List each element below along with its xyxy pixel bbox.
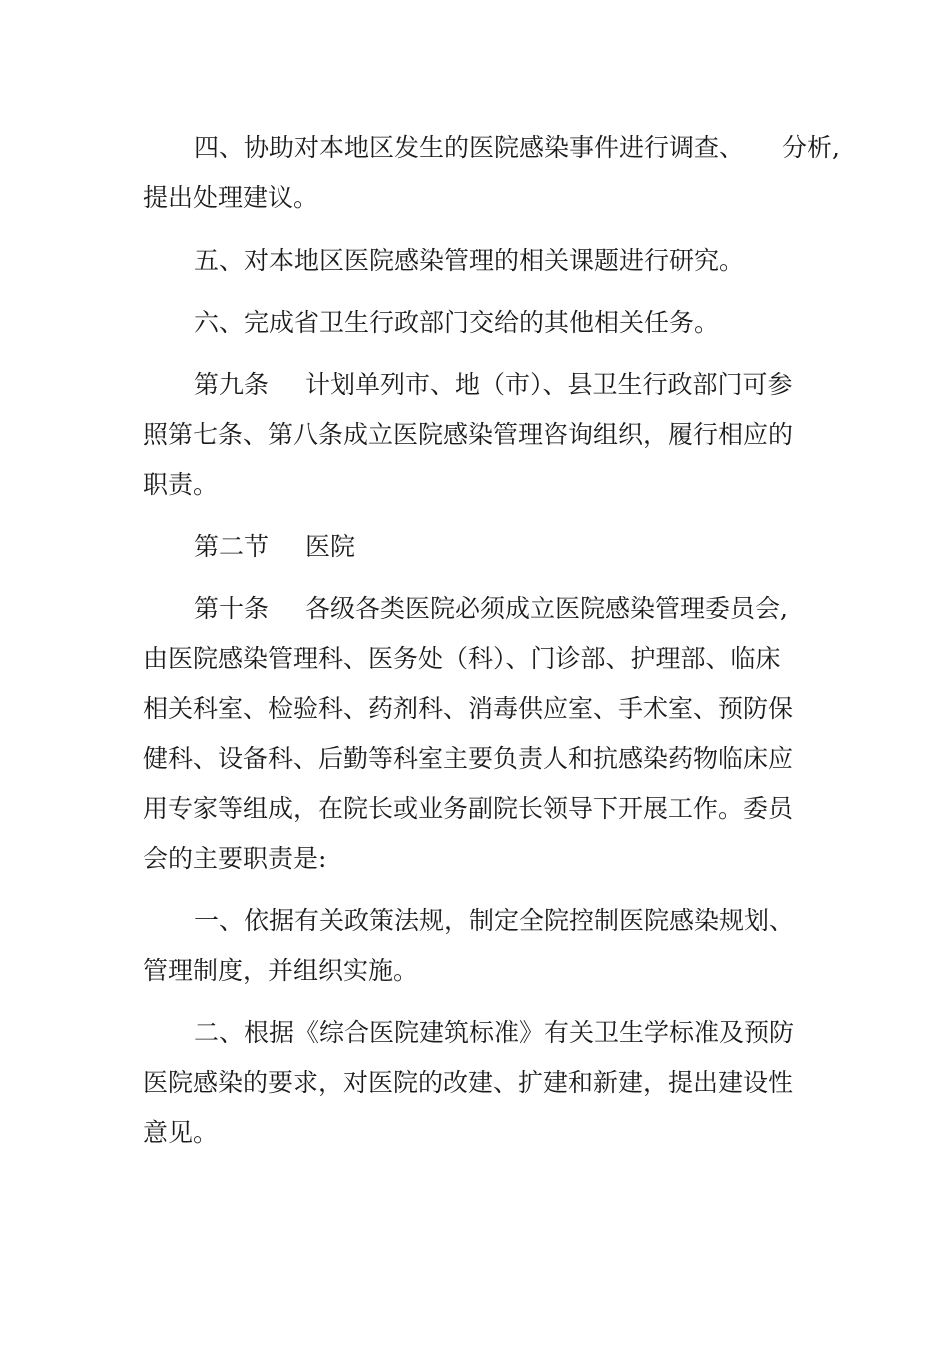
text-line [143, 181, 318, 215]
text-line [194, 592, 788, 626]
text-segment: 由医院感染管理科、医务处（科）、门诊部、护理部、临床 [143, 644, 781, 673]
text-line [194, 1016, 794, 1050]
article-number: 第九条 [194, 370, 270, 399]
text-segment: 五、对本地区医院感染管理的相关课题进行研究。 [194, 246, 745, 275]
text-segment: 职责。 [143, 470, 219, 499]
section-number: 第二节 [194, 532, 270, 561]
text-segment: 照第七条、第八条成立医院感染管理咨询组织，履行相应的 [143, 420, 794, 449]
text-line [143, 842, 326, 876]
text-line [143, 954, 418, 988]
text-segment: 管理制度，并组织实施。 [143, 956, 419, 985]
text-segment: 分析, [782, 133, 840, 162]
text-segment: 会的主要职责是: [143, 844, 327, 873]
text-line [194, 244, 744, 278]
section-title: 医院 [305, 532, 356, 561]
text-segment: 六、完成省卫生行政部门交给的其他相关任务。 [194, 308, 720, 337]
text-line [143, 1116, 218, 1150]
text-segment: 提出处理建议。 [143, 183, 319, 212]
text-line [143, 468, 218, 502]
text-segment: 相关科室、检验科、药剂科、消毒供应室、手术室、预防保 [143, 694, 794, 723]
text-line [194, 131, 840, 165]
text-line [194, 904, 794, 938]
text-line [143, 642, 781, 676]
text-segment: 一、依据有关政策法规，制定全院控制医院感染规划、 [194, 906, 795, 935]
text-segment: 意见。 [143, 1118, 219, 1147]
text-line [143, 792, 793, 826]
text-line [194, 368, 793, 402]
text-segment: 四、协助对本地区发生的医院感染事件进行调查、 [194, 133, 745, 162]
text-line [194, 306, 719, 340]
text-segment: 医院感染的要求，对医院的改建、扩建和新建，提出建设性 [143, 1068, 794, 1097]
article-number: 第十条 [194, 594, 270, 623]
text-line [143, 418, 793, 452]
text-segment: 二、根据《综合医院建筑标准》有关卫生学标准及预防 [194, 1018, 795, 1047]
text-line [143, 742, 793, 776]
section-heading [194, 530, 355, 564]
text-segment: 用专家等组成，在院长或业务副院长领导下开展工作。委员 [143, 794, 794, 823]
text-segment: 各级各类医院必须成立医院感染管理委员会, [305, 594, 788, 623]
text-segment: 健科、设备科、后勤等科室主要负责人和抗感染药物临床应 [143, 744, 794, 773]
text-segment: 计划单列市、地（市）、县卫生行政部门可参 [305, 370, 793, 399]
text-line [143, 1066, 793, 1100]
text-line [143, 692, 793, 726]
